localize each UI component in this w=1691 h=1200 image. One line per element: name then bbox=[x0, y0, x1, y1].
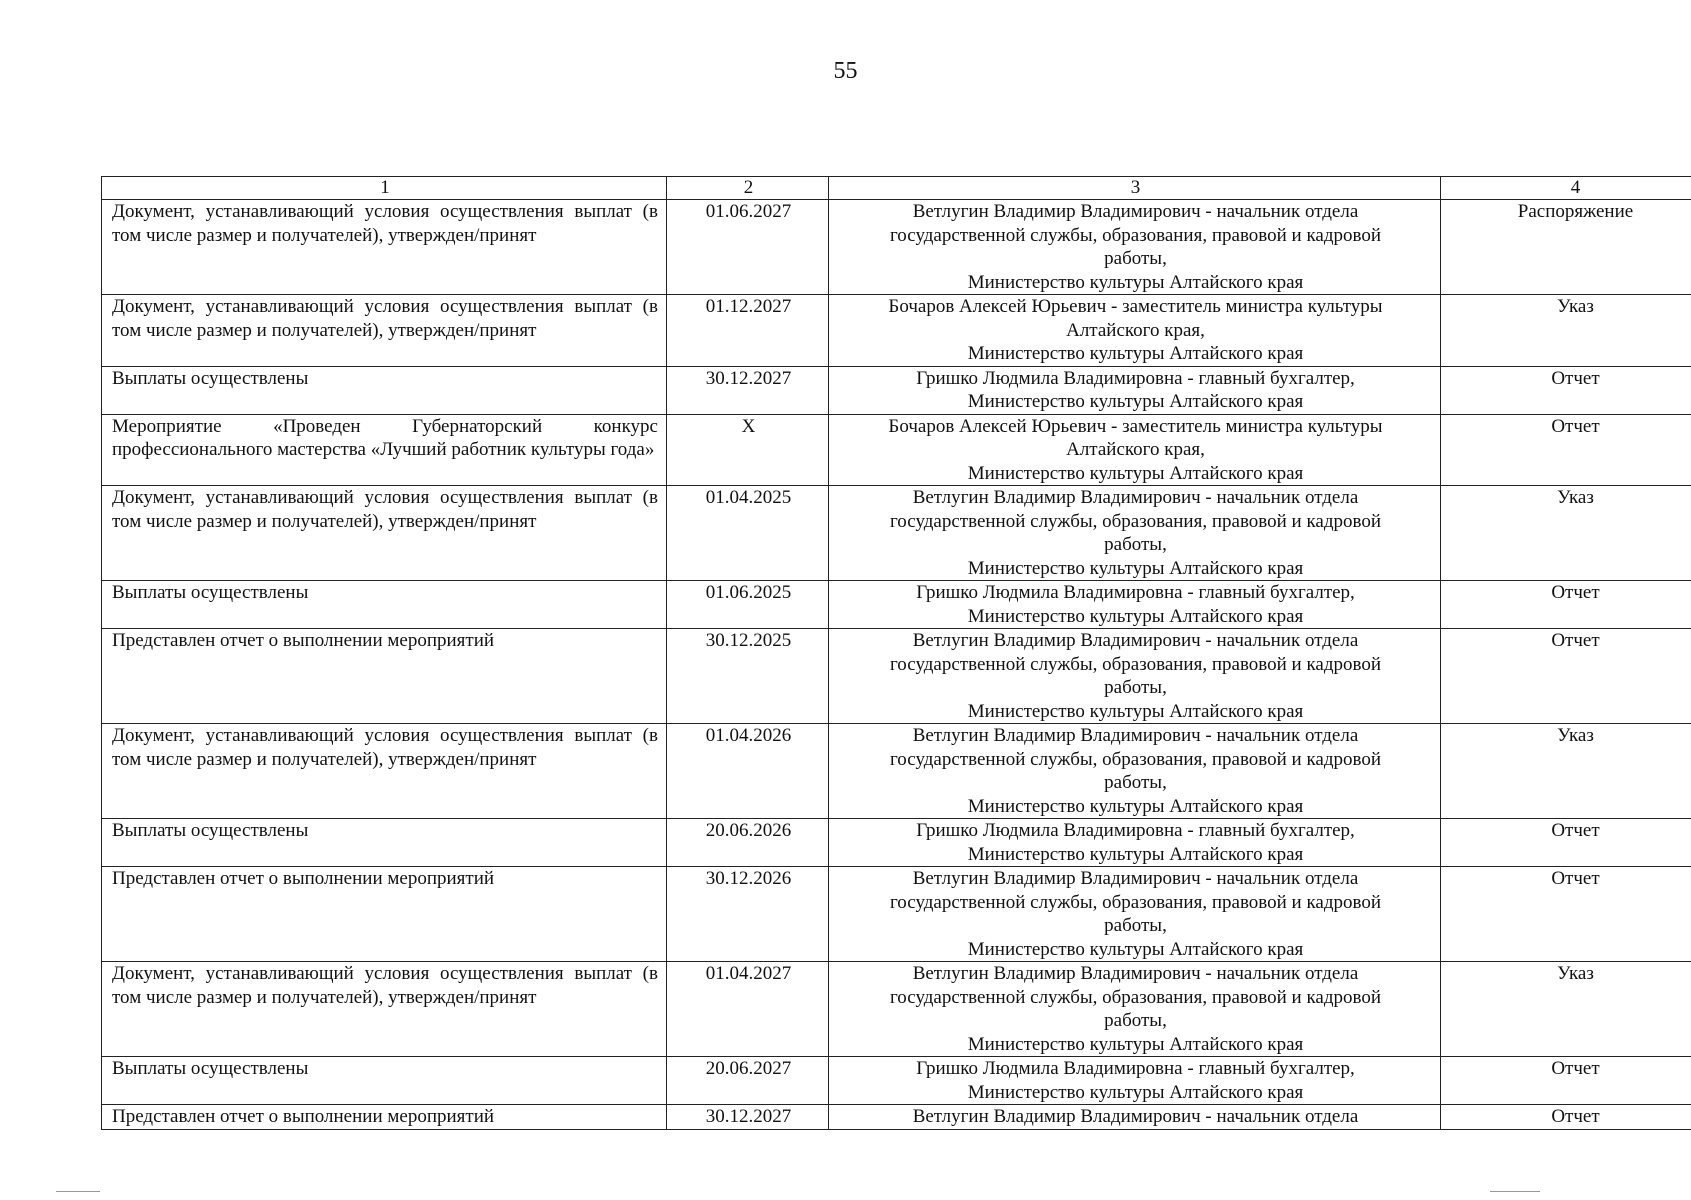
table-row bbox=[102, 295, 1691, 367]
document-type-cell: Отчет bbox=[1441, 867, 1691, 962]
table-row bbox=[102, 1105, 1691, 1130]
responsible-person-line: государственной службы, образования, правовой и кадровой bbox=[889, 510, 1382, 532]
column-header-3: 3 bbox=[829, 177, 1441, 200]
responsible-person-line: Ветлугин Владимир Владимирович - начальник отдела bbox=[912, 725, 1359, 746]
responsible-person-cell bbox=[829, 486, 1441, 581]
responsible-person-line: Ветлугин Владимир Владимирович - начальник отдела bbox=[912, 963, 1359, 984]
responsible-person-line: Бочаров Алексей Юрьевич - заместитель министра культуры bbox=[888, 415, 1383, 437]
event-description-cell: Мероприятие «Проведен Губернаторский конкурс профессионального мастерства «Лучший работник культуры года» bbox=[102, 414, 667, 486]
column-header-4: 4 bbox=[1441, 177, 1691, 200]
date-cell: 30.12.2027 bbox=[667, 366, 829, 414]
responsible-person-cell bbox=[829, 867, 1441, 962]
table-row bbox=[102, 629, 1691, 724]
responsible-person-line: Ветлугин Владимир Владимирович - начальник отдела bbox=[912, 868, 1359, 889]
date-cell: 30.12.2026 bbox=[667, 867, 829, 962]
responsible-person-cell bbox=[829, 819, 1441, 867]
document-type-cell: Указ bbox=[1441, 486, 1691, 581]
responsible-person-line: Министерство культуры Алтайского края bbox=[967, 605, 1304, 627]
responsible-person-line: работы, bbox=[1104, 677, 1167, 698]
document-type-cell: Отчет bbox=[1441, 629, 1691, 724]
event-description-cell: Документ, устанавливающий условия осуществления выплат (в том числе размер и получателей), утвержден/принят bbox=[102, 486, 667, 581]
responsible-person-line: Министерство культуры Алтайского края bbox=[967, 843, 1304, 865]
page-number: 55 bbox=[833, 58, 858, 84]
responsible-person-cell bbox=[829, 200, 1441, 295]
responsible-person-cell bbox=[829, 629, 1441, 724]
event-description-cell: Выплаты осуществлены bbox=[102, 1057, 667, 1105]
responsible-person-line: Ветлугин Владимир Владимирович - начальник отдела bbox=[912, 487, 1359, 508]
responsible-person-cell bbox=[829, 1057, 1441, 1105]
date-cell: 30.12.2027 bbox=[667, 1105, 829, 1130]
date-cell: 01.12.2027 bbox=[667, 295, 829, 367]
responsible-person-line: работы, bbox=[1104, 915, 1167, 936]
scan-artifact-line bbox=[56, 1191, 100, 1192]
responsible-person-line: государственной службы, образования, правовой и кадровой bbox=[889, 986, 1382, 1008]
responsible-person-cell bbox=[829, 1105, 1441, 1130]
event-description-cell: Документ, устанавливающий условия осуществления выплат (в том числе размер и получателей), утвержден/принят bbox=[102, 200, 667, 295]
document-type-cell: Отчет bbox=[1441, 1105, 1691, 1130]
document-type-cell: Распоряжение bbox=[1441, 200, 1691, 295]
document-type-cell: Указ bbox=[1441, 962, 1691, 1057]
responsible-person-line: работы, bbox=[1104, 534, 1167, 555]
document-type-cell: Отчет bbox=[1441, 366, 1691, 414]
responsible-person-line: Министерство культуры Алтайского края bbox=[967, 462, 1304, 484]
date-cell: 01.04.2027 bbox=[667, 962, 829, 1057]
date-cell: 01.04.2025 bbox=[667, 486, 829, 581]
responsible-person-line: Министерство культуры Алтайского края bbox=[967, 700, 1304, 722]
date-cell: 01.06.2027 bbox=[667, 200, 829, 295]
responsible-person-line: Министерство культуры Алтайского края bbox=[967, 271, 1304, 293]
responsible-person-line: Гришко Людмила Владимировна - главный бухгалтер, bbox=[916, 582, 1355, 603]
responsible-person-cell bbox=[829, 724, 1441, 819]
date-cell: 01.04.2026 bbox=[667, 724, 829, 819]
responsible-person-line: Гришко Людмила Владимировна - главный бухгалтер, bbox=[916, 1058, 1355, 1079]
event-description-cell: Документ, устанавливающий условия осуществления выплат (в том числе размер и получателей), утвержден/принят bbox=[102, 295, 667, 367]
responsible-person-line: Алтайского края, bbox=[1066, 439, 1205, 460]
table-row bbox=[102, 724, 1691, 819]
table-row bbox=[102, 414, 1691, 486]
document-type-cell: Указ bbox=[1441, 295, 1691, 367]
document-type-cell: Отчет bbox=[1441, 819, 1691, 867]
responsible-person-line: Ветлугин Владимир Владимирович - начальник отдела bbox=[912, 1106, 1359, 1127]
responsible-person-line: Министерство культуры Алтайского края bbox=[967, 557, 1304, 579]
responsible-person-line: Гришко Людмила Владимировна - главный бухгалтер, bbox=[916, 820, 1355, 841]
table-body bbox=[102, 200, 1691, 1130]
responsible-person-line: государственной службы, образования, правовой и кадровой bbox=[889, 224, 1382, 246]
date-cell: 20.06.2027 bbox=[667, 1057, 829, 1105]
responsible-person-line: Министерство культуры Алтайского края bbox=[967, 795, 1304, 817]
table-row bbox=[102, 581, 1691, 629]
table-row bbox=[102, 1057, 1691, 1105]
responsible-person-line: Министерство культуры Алтайского края bbox=[967, 938, 1304, 960]
table-row bbox=[102, 366, 1691, 414]
responsible-person-cell bbox=[829, 295, 1441, 367]
table-row bbox=[102, 819, 1691, 867]
table-row bbox=[102, 486, 1691, 581]
event-description-cell: Представлен отчет о выполнении мероприятий bbox=[102, 629, 667, 724]
document-type-cell: Отчет bbox=[1441, 1057, 1691, 1105]
responsible-person-line: государственной службы, образования, правовой и кадровой bbox=[889, 653, 1382, 675]
column-header-1: 1 bbox=[102, 177, 667, 200]
responsible-person-line: работы, bbox=[1104, 248, 1167, 269]
responsible-person-line: Ветлугин Владимир Владимирович - начальник отдела bbox=[912, 201, 1359, 222]
responsible-person-cell bbox=[829, 581, 1441, 629]
table-row bbox=[102, 962, 1691, 1057]
responsible-person-line: работы, bbox=[1104, 1010, 1167, 1031]
date-cell: 01.06.2025 bbox=[667, 581, 829, 629]
date-cell: 30.12.2025 bbox=[667, 629, 829, 724]
event-description-cell: Представлен отчет о выполнении мероприятий bbox=[102, 1105, 667, 1130]
responsible-person-line: Министерство культуры Алтайского края bbox=[967, 1081, 1304, 1103]
responsible-person-line: государственной службы, образования, правовой и кадровой bbox=[889, 748, 1382, 770]
responsible-person-line: Министерство культуры Алтайского края bbox=[967, 1033, 1304, 1055]
event-description-cell: Документ, устанавливающий условия осуществления выплат (в том числе размер и получателей), утвержден/принят bbox=[102, 724, 667, 819]
data-table bbox=[101, 176, 1691, 1130]
responsible-person-line: Бочаров Алексей Юрьевич - заместитель министра культуры bbox=[888, 296, 1383, 317]
responsible-person-line: работы, bbox=[1104, 772, 1167, 793]
event-description-cell: Выплаты осуществлены bbox=[102, 819, 667, 867]
document-type-cell: Отчет bbox=[1441, 581, 1691, 629]
responsible-person-cell bbox=[829, 962, 1441, 1057]
responsible-person-line: Гришко Людмила Владимировна - главный бухгалтер, bbox=[916, 367, 1355, 389]
table-row bbox=[102, 867, 1691, 962]
responsible-person-line: Ветлугин Владимир Владимирович - начальник отдела bbox=[912, 630, 1359, 651]
document-type-cell: Указ bbox=[1441, 724, 1691, 819]
table-row bbox=[102, 200, 1691, 295]
date-cell: Х bbox=[667, 414, 829, 486]
responsible-person-line: Алтайского края, bbox=[1066, 319, 1205, 341]
table-header-row bbox=[102, 177, 1691, 200]
responsible-person-cell bbox=[829, 366, 1441, 414]
column-header-2: 2 bbox=[667, 177, 829, 200]
event-description-cell: Представлен отчет о выполнении мероприятий bbox=[102, 867, 667, 962]
responsible-person-line: государственной службы, образования, правовой и кадровой bbox=[889, 891, 1382, 913]
event-description-cell: Документ, устанавливающий условия осуществления выплат (в том числе размер и получателей), утвержден/принят bbox=[102, 962, 667, 1057]
event-description-cell: Выплаты осуществлены bbox=[102, 581, 667, 629]
document-type-cell: Отчет bbox=[1441, 414, 1691, 486]
date-cell: 20.06.2026 bbox=[667, 819, 829, 867]
responsible-person-line: Министерство культуры Алтайского края bbox=[967, 343, 1304, 364]
responsible-person-cell bbox=[829, 414, 1441, 486]
event-description-cell: Выплаты осуществлены bbox=[102, 366, 667, 414]
responsible-person-line: Министерство культуры Алтайского края bbox=[967, 391, 1304, 412]
scan-artifact-line bbox=[1490, 1191, 1540, 1192]
